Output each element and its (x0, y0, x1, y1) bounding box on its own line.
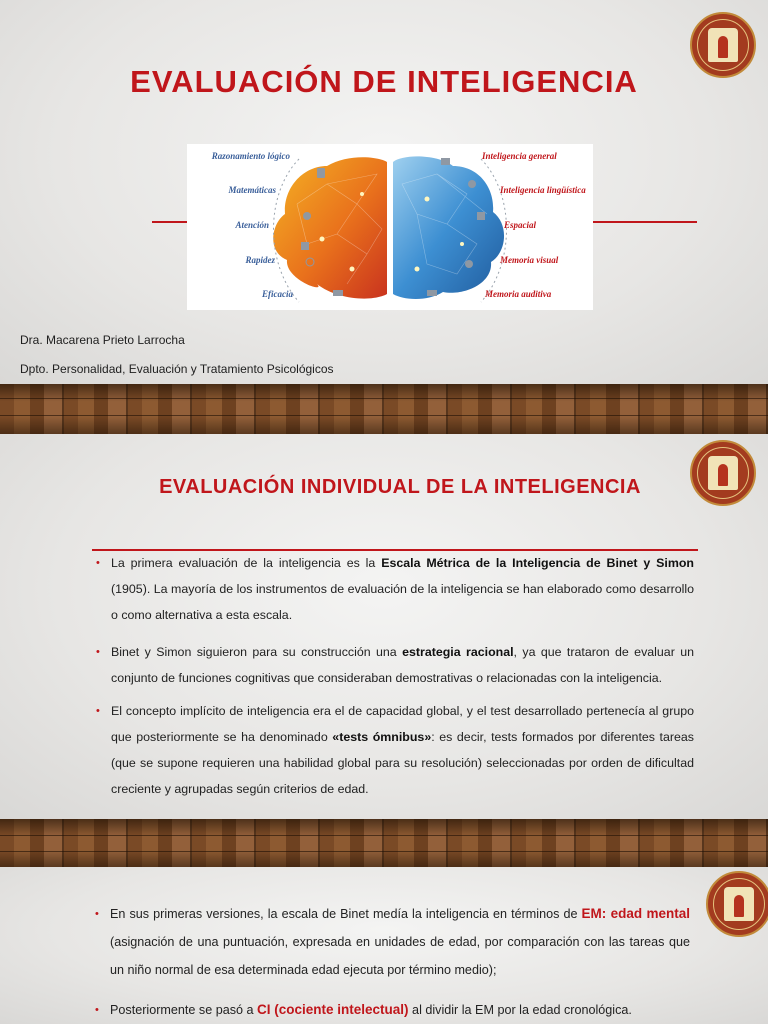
slide-3 (0, 867, 768, 1024)
author-name: Dra. Macarena Prieto Larrocha (20, 333, 185, 347)
paragraph-5: • Posteriormente se pasó a CI (cociente intelectual) al dividir la EM por la edad cronológica. (110, 996, 690, 1024)
bullet-icon: • (95, 1004, 99, 1016)
brain-label-right-4: Memoria visual (500, 255, 559, 265)
slide-1 (0, 0, 768, 384)
slide-2-title: EVALUACIÓN INDIVIDUAL DE LA INTELIGENCIA (159, 476, 641, 498)
brain-label-right-5: Memoria auditiva (485, 289, 552, 299)
brain-label-left-4: Rapidez (245, 255, 275, 265)
brain-label-right-1: Inteligencia general (482, 151, 557, 161)
bullet-icon: • (96, 557, 100, 569)
bullet-icon: • (96, 705, 100, 717)
paragraph-2: • Binet y Simon siguieron para su construcción una estrategia racional, ya que trataron de evaluar un conjunto de funciones cognitivas que consideraban demostrativas o relacionadas con la inteligencia. (111, 639, 694, 691)
paragraph-4: • En sus primeras versiones, la escala de Binet medía la inteligencia en términos de EM: edad mental (asignación de una puntuación, expresada en unidades de edad, por comparación con las tareas que un niño normal de esa determinada edad ejecuta por término medio); (110, 900, 690, 984)
brain-label-right-2: Inteligencia lingüística (500, 185, 586, 195)
bullet-icon: • (95, 908, 99, 920)
department-name: Dpto. Personalidad, Evaluación y Tratamiento Psicológicos (20, 362, 334, 376)
brain-label-left-2: Matemáticas (228, 185, 276, 195)
divider-right (593, 221, 697, 223)
bullet-icon: • (96, 646, 100, 658)
paragraph-3: • El concepto implícito de inteligencia era el de capacidad global, y el test desarrollado pertenecía al grupo que posteriormente se ha denominado «tests ómnibus»: es decir, tests formados por diferentes tareas (que se supone requieren una habilidad global para su resolución) seleccionadas por orden de dificultad creciente y agrupadas según criterios de edad. (111, 698, 694, 802)
wood-floor-2 (0, 819, 768, 867)
brain-label-left-3: Atención (235, 220, 269, 230)
brain-label-left-1: Razonamiento lógico (211, 151, 290, 161)
paragraph-1: • La primera evaluación de la inteligencia es la Escala Métrica de la Inteligencia de Binet y Simon (1905). La mayoría de los instrumentos de evaluación de la inteligencia se han elaborado como desarrollo o como alternativa a esta escala. (111, 550, 694, 628)
brain-label-right-3: Espacial (504, 220, 537, 230)
divider-left (152, 221, 188, 223)
brain-illustration (187, 144, 593, 310)
brain-label-left-5: Eficacia (262, 289, 293, 299)
university-seal (706, 871, 768, 937)
slide-2 (0, 434, 768, 819)
slide-1-title: EVALUACIÓN DE INTELIGENCIA (130, 64, 638, 99)
wood-floor-1 (0, 384, 768, 434)
